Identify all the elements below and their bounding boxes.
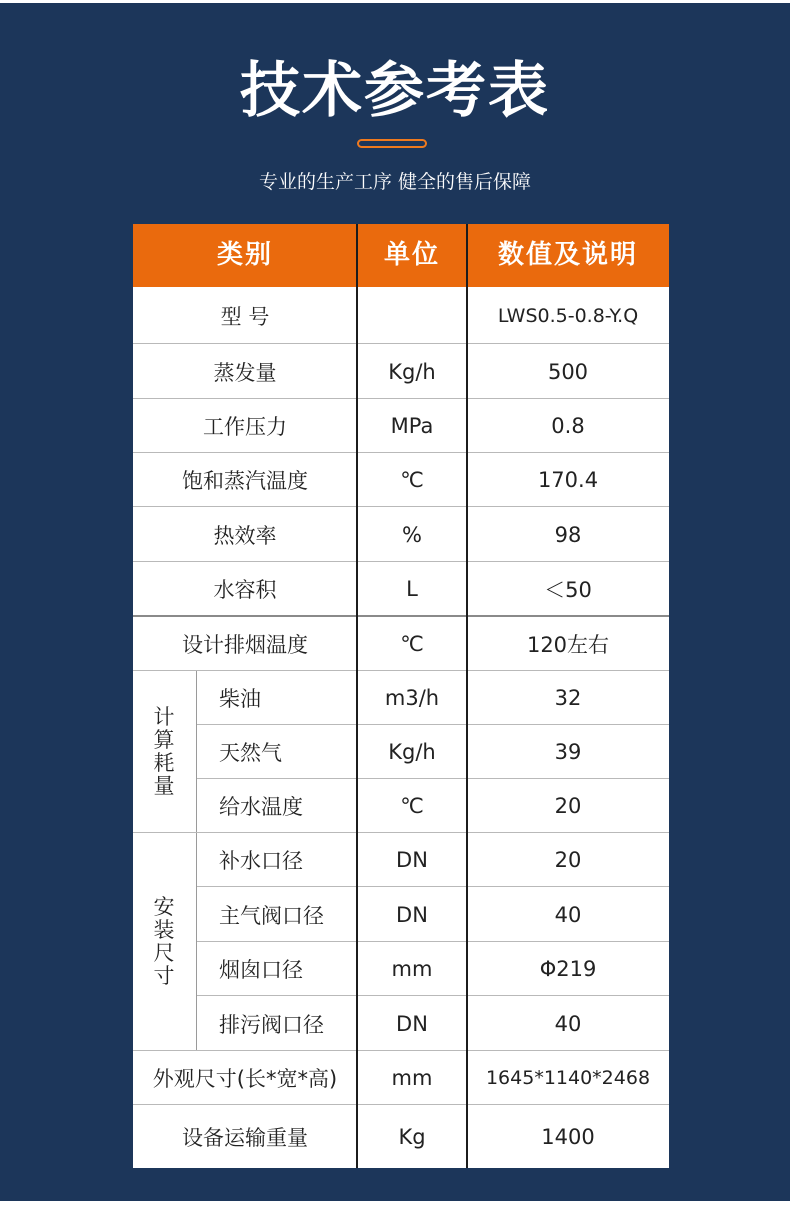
row-unit: ℃ bbox=[400, 794, 424, 818]
row-value: LWS0.5-0.8-Y.Q bbox=[497, 304, 639, 327]
row-unit: Kg bbox=[398, 1124, 426, 1149]
row-value: 40 bbox=[554, 902, 582, 927]
row-unit: L bbox=[406, 577, 418, 601]
row-unit: ℃ bbox=[400, 631, 424, 656]
row-label: 设计排烟温度 bbox=[182, 632, 308, 657]
group-column-divider bbox=[196, 833, 197, 1051]
row-unit: Kg/h bbox=[388, 740, 436, 764]
row-value: 39 bbox=[554, 740, 582, 764]
row-value: 1645*1140*2468 bbox=[485, 1067, 651, 1089]
group-label bbox=[133, 671, 195, 833]
group-label-char: 计 bbox=[153, 705, 175, 729]
row-unit: mm bbox=[391, 1066, 433, 1090]
row-value: 98 bbox=[554, 522, 582, 547]
row-unit: DN bbox=[396, 848, 428, 872]
column-divider bbox=[356, 224, 358, 1168]
row-unit bbox=[357, 287, 467, 344]
row-unit: DN bbox=[396, 1011, 428, 1036]
row-unit: ℃ bbox=[400, 468, 424, 492]
row-label: 蒸发量 bbox=[213, 360, 277, 385]
page-subtitle: 专业的生产工序 健全的售后保障 bbox=[258, 171, 532, 193]
table-header bbox=[133, 224, 669, 287]
group-label-char: 算 bbox=[153, 728, 175, 752]
row-value: 20 bbox=[554, 848, 582, 872]
group-label-char: 耗 bbox=[153, 751, 175, 775]
row-label: 主气阀口径 bbox=[219, 903, 324, 928]
row-value: Φ219 bbox=[539, 957, 597, 981]
row-label: 柴油 bbox=[219, 687, 261, 711]
row-label: 工作压力 bbox=[203, 415, 287, 439]
row-unit: mm bbox=[391, 957, 433, 981]
page-title: 技术参考表 bbox=[240, 56, 550, 126]
row-label: 天然气 bbox=[219, 741, 282, 765]
group-label-char: 安 bbox=[153, 895, 175, 919]
row-unit: m3/h bbox=[384, 686, 440, 710]
group-divider bbox=[133, 670, 669, 671]
group-label-char: 量 bbox=[153, 774, 175, 798]
row-value: 120左右 bbox=[526, 632, 610, 657]
row-value: 1400 bbox=[541, 1124, 595, 1149]
row-value: 40 bbox=[554, 1011, 582, 1036]
row-unit: % bbox=[402, 522, 422, 547]
column-header-category: 类别 bbox=[216, 240, 273, 270]
row-label: 型 号 bbox=[220, 304, 270, 329]
row-value: 500 bbox=[547, 359, 589, 384]
row-label: 外观尺寸(长*宽*高) bbox=[152, 1067, 338, 1091]
row-label: 补水口径 bbox=[219, 849, 303, 873]
group-divider bbox=[133, 832, 669, 833]
row-unit: Kg/h bbox=[388, 359, 436, 384]
row-label: 设备运输重量 bbox=[182, 1125, 308, 1150]
group-column-divider bbox=[196, 671, 197, 833]
row-label: 水容积 bbox=[213, 578, 277, 602]
row-value: 0.8 bbox=[551, 414, 585, 438]
row-label: 排污阀口径 bbox=[219, 1012, 324, 1037]
row-unit: MPa bbox=[390, 414, 434, 438]
group-label-char: 尺 bbox=[153, 941, 175, 965]
row-label: 给水温度 bbox=[219, 795, 303, 819]
row-label: 热效率 bbox=[213, 523, 277, 548]
spec-table bbox=[133, 224, 669, 1168]
group-label bbox=[133, 833, 195, 1051]
column-header-value: 数值及说明 bbox=[497, 240, 638, 270]
row-value: 20 bbox=[554, 794, 582, 818]
row-value: ＜50 bbox=[544, 578, 592, 602]
title-underline-decoration bbox=[357, 139, 427, 148]
column-divider bbox=[466, 224, 468, 1168]
row-unit: DN bbox=[396, 902, 428, 927]
row-value: 32 bbox=[554, 686, 582, 710]
column-header-unit: 单位 bbox=[383, 240, 440, 270]
row-value: 170.4 bbox=[537, 468, 599, 492]
row-label: 饱和蒸汽温度 bbox=[182, 469, 308, 493]
row-label: 烟囱口径 bbox=[219, 958, 303, 982]
group-label-char: 装 bbox=[153, 918, 175, 942]
group-label-char: 寸 bbox=[153, 964, 175, 988]
